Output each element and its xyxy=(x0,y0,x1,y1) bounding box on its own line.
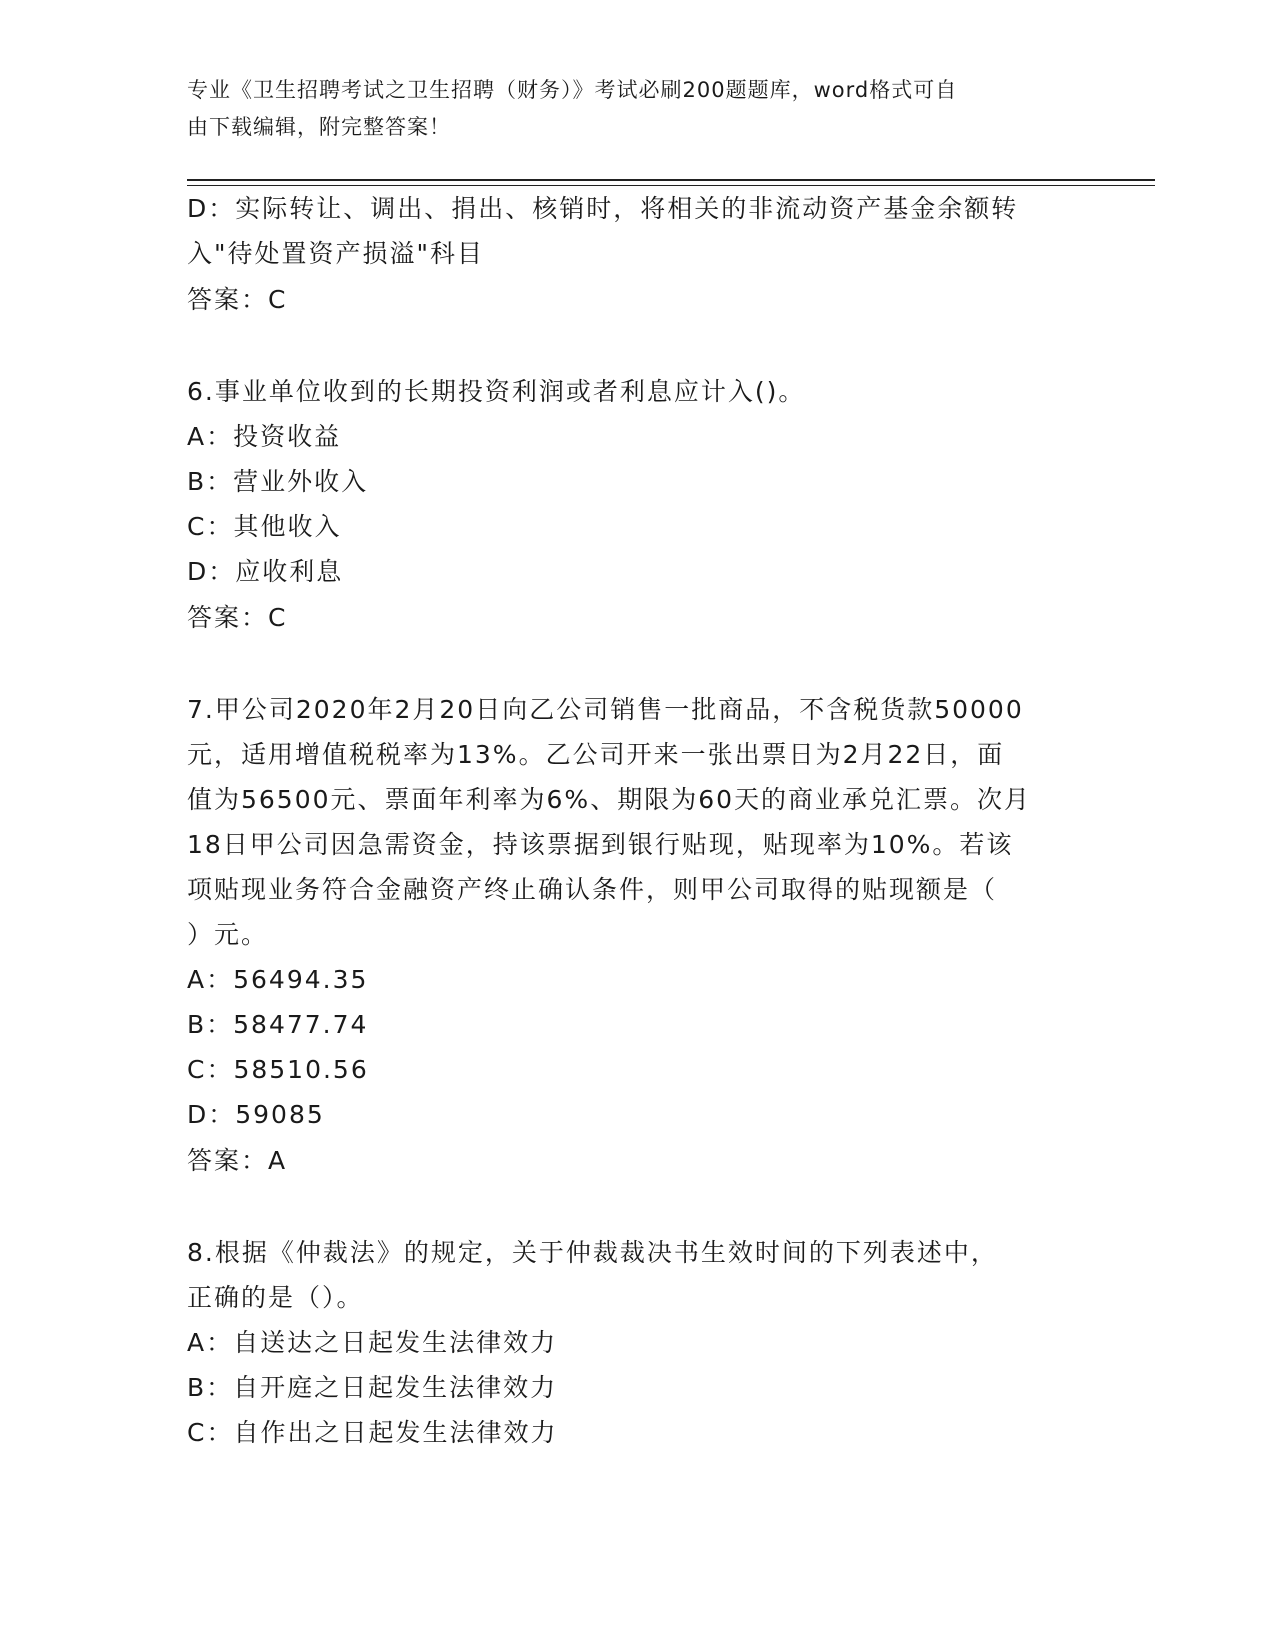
spacer xyxy=(187,1185,1087,1230)
option-b: B：营业外收入 xyxy=(187,467,369,496)
question-stem-continued: 元，适用增值税税率为13%。乙公司开来一张出票日为2月22日，面 xyxy=(187,740,1005,769)
option-d: D：应收利息 xyxy=(187,557,344,586)
question-stem: 8.根据《仲裁法》的规定，关于仲裁裁决书生效时间的下列表述中， xyxy=(187,1238,998,1267)
option-d: D：59085 xyxy=(187,1100,325,1129)
question-stem-continued: 18日甲公司因急需资金，持该票据到银行贴现，贴现率为10%。若该 xyxy=(187,830,1014,859)
spacer xyxy=(187,642,1087,687)
header-line-1: 专业《卫生招聘考试之卫生招聘（财务）》考试必刷200题题库，word格式可自 xyxy=(187,78,958,102)
option-c: C：58510.56 xyxy=(187,1055,369,1084)
answer-label: 答案：C xyxy=(187,285,288,314)
question-stem-continued: 值为56500元、票面年利率为6%、期限为60天的商业承兑汇票。次月 xyxy=(187,785,1032,814)
question-8 xyxy=(187,1230,1087,1455)
question-stem-continued: 正确的是（）。 xyxy=(187,1283,364,1312)
document-header xyxy=(187,72,1067,146)
option-a: A：自送达之日起发生法律效力 xyxy=(187,1328,558,1357)
question-stem-continued: 项贴现业务符合金融资产终止确认条件，则甲公司取得的贴现额是（ xyxy=(187,875,998,904)
question-stem-continued: ）元。 xyxy=(187,920,269,949)
option-c: C：其他收入 xyxy=(187,512,342,541)
question-7 xyxy=(187,687,1087,1185)
header-divider-thick xyxy=(187,179,1155,181)
document-body xyxy=(187,186,1087,1455)
question-6 xyxy=(187,369,1087,642)
option-b: B：58477.74 xyxy=(187,1010,369,1039)
option-a: A：投资收益 xyxy=(187,422,342,451)
question-stem: 6.事业单位收到的长期投资利润或者利息应计入()。 xyxy=(187,377,806,406)
option-c: C：自作出之日起发生法律效力 xyxy=(187,1418,558,1447)
option-b: B：自开庭之日起发生法律效力 xyxy=(187,1373,558,1402)
spacer xyxy=(187,324,1087,369)
answer-label: 答案：C xyxy=(187,603,288,632)
answer-label: 答案：A xyxy=(187,1146,288,1175)
question-5-tail xyxy=(187,186,1087,324)
option-d: D：实际转让、调出、捐出、核销时，将相关的非流动资产基金余额转 xyxy=(187,194,1019,223)
question-stem: 7.甲公司2020年2月20日向乙公司销售一批商品，不含税货款50000 xyxy=(187,695,1024,724)
option-a: A：56494.35 xyxy=(187,965,369,994)
option-d-continued: 入"待处置资产损溢"科目 xyxy=(187,239,484,268)
header-line-2: 由下载编辑，附完整答案！ xyxy=(187,115,451,139)
